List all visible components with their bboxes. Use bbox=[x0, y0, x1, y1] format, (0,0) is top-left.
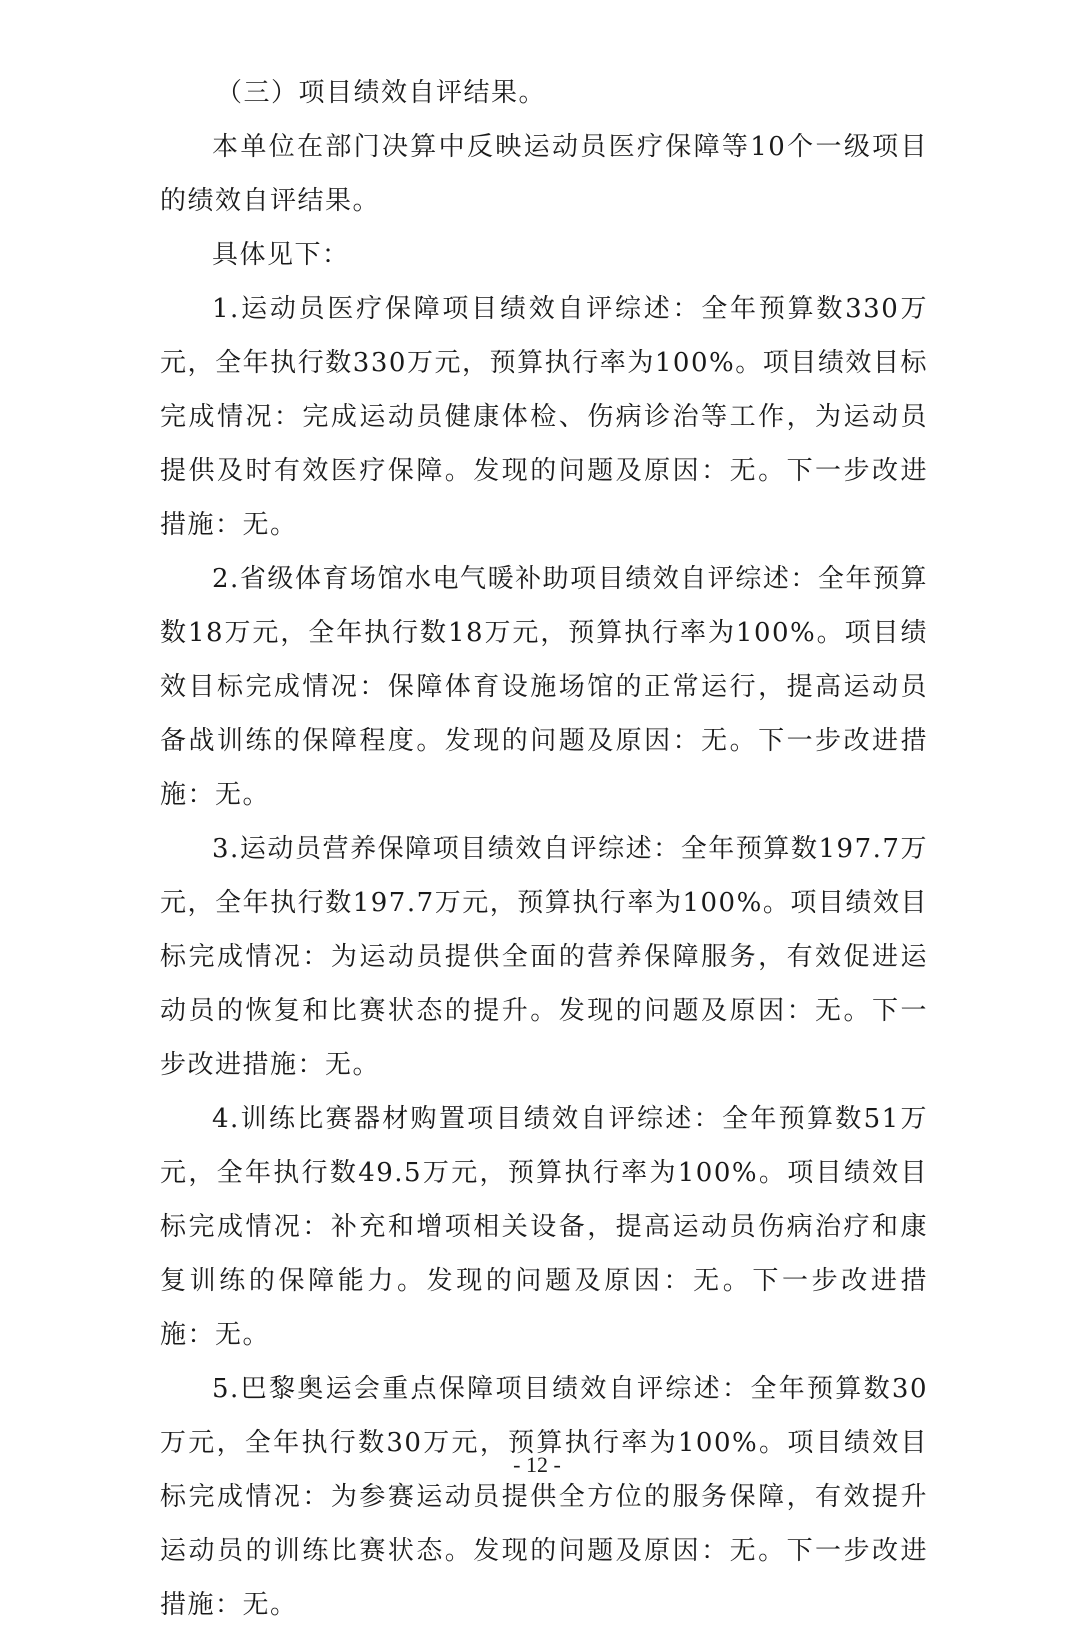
section-heading: （三）项目绩效自评结果。 bbox=[216, 78, 547, 108]
item-paragraph-1: 1.运动员医疗保障项目绩效自评综述：全年预算数330万元，全年执行数330万元，预算执行率为100%。项目绩效目标完成情况：完成运动员健康体检、伤病诊治等工作，为运动员提供及时有效医疗保障。发现的问题及原因：无。下一步改进措施：无。 bbox=[160, 294, 928, 540]
page-number: - 12 - bbox=[513, 1452, 561, 1477]
document-body bbox=[160, 66, 928, 1632]
intro-paragraph: 本单位在部门决算中反映运动员医疗保障等10个一级项目的绩效自评结果。 bbox=[160, 132, 928, 216]
lead-paragraph: 具体见下： bbox=[212, 240, 350, 270]
item-paragraph-5: 5.巴黎奥运会重点保障项目绩效自评综述：全年预算数30万元，全年执行数30万元，预算执行率为100%。项目绩效目标完成情况：为参赛运动员提供全方位的服务保障，有效提升运动员的训练比赛状态。发现的问题及原因：无。下一步改进措施：无。 bbox=[160, 1374, 928, 1620]
item-paragraph-3: 3.运动员营养保障项目绩效自评综述：全年预算数197.7万元，全年执行数197.7万元，预算执行率为100%。项目绩效目标完成情况：为运动员提供全面的营养保障服务，有效促进运动员的恢复和比赛状态的提升。发现的问题及原因：无。下一步改进措施：无。 bbox=[160, 834, 928, 1080]
item-paragraph-4: 4.训练比赛器材购置项目绩效自评综述：全年预算数51万元，全年执行数49.5万元，预算执行率为100%。项目绩效目标完成情况：补充和增项相关设备，提高运动员伤病治疗和康复训练的保障能力。发现的问题及原因：无。下一步改进措施：无。 bbox=[160, 1104, 928, 1350]
item-paragraph-2: 2.省级体育场馆水电气暖补助项目绩效自评综述：全年预算数18万元，全年执行数18万元，预算执行率为100%。项目绩效目标完成情况：保障体育设施场馆的正常运行，提高运动员备战训练的保障程度。发现的问题及原因：无。下一步改进措施：无。 bbox=[160, 564, 928, 810]
